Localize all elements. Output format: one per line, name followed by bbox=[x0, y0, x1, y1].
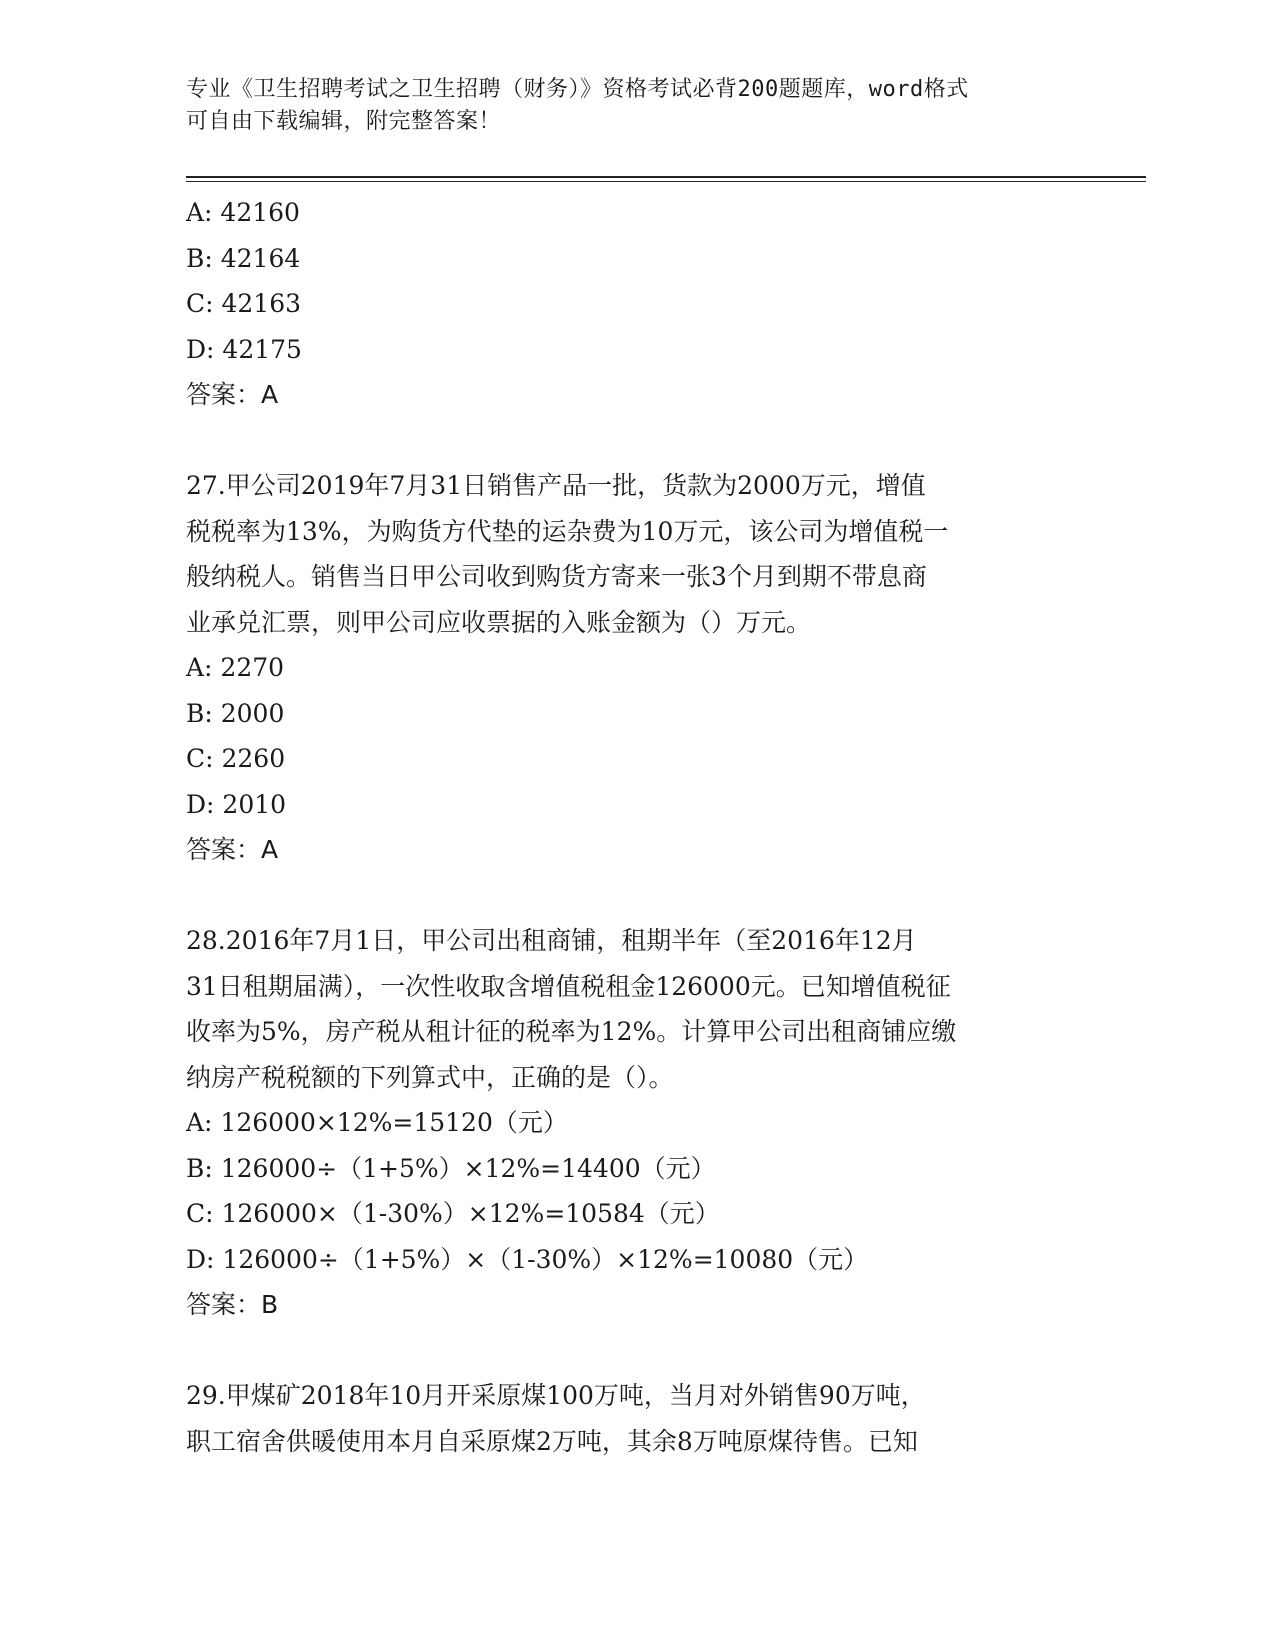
option-b: B: 2000 bbox=[186, 698, 285, 728]
question-text-line: 29.甲煤矿2018年10月开采原煤100万吨，当月对外销售90万吨， bbox=[186, 1381, 926, 1410]
spacer bbox=[186, 873, 1086, 919]
option-a: A: 2270 bbox=[186, 653, 285, 682]
header-divider-thin bbox=[186, 181, 1146, 182]
prev-question-options bbox=[186, 190, 1086, 418]
question-29 bbox=[186, 1373, 1086, 1464]
document-header bbox=[186, 74, 1066, 138]
question-27 bbox=[186, 463, 1086, 873]
option-c: C: 126000×（1-30%）×12%=10584（元） bbox=[186, 1199, 720, 1228]
option-a: A: 42160 bbox=[186, 198, 300, 227]
question-28 bbox=[186, 918, 1086, 1328]
answer: 答案：A bbox=[186, 380, 279, 409]
question-text-line: 职工宿舍供暖使用本月自采原煤2万吨，其余8万吨原煤待售。已知 bbox=[186, 1426, 918, 1456]
question-text-line: 28.2016年7月1日，甲公司出租商铺，租期半年（至2016年12月 bbox=[186, 926, 917, 955]
spacer bbox=[186, 418, 1086, 464]
question-text-line: 收率为5%，房产税从租计征的税率为12%。计算甲公司出租商铺应缴 bbox=[186, 1017, 957, 1046]
question-text-line: 税税率为13%，为购货方代垫的运杂费为10万元，该公司为增值税一 bbox=[186, 516, 949, 546]
option-d: D: 42175 bbox=[186, 334, 302, 364]
option-b: B: 126000÷（1+5%）×12%=14400（元） bbox=[186, 1153, 716, 1183]
question-text-line: 27.甲公司2019年7月31日销售产品一批，货款为2000万元，增值 bbox=[186, 471, 926, 500]
option-d: D: 126000÷（1+5%）×（1-30%）×12%=10080（元） bbox=[186, 1244, 869, 1274]
option-c: C: 42163 bbox=[186, 289, 302, 318]
question-text-line: 31日租期届满），一次性收取含增值税租金126000元。已知增值税征 bbox=[186, 971, 951, 1001]
question-text-line: 纳房产税税额的下列算式中，正确的是（）。 bbox=[186, 1062, 674, 1092]
option-c: C: 2260 bbox=[186, 744, 286, 773]
header-line-2: 可自由下载编辑，附完整答案！ bbox=[186, 109, 502, 134]
option-a: A: 126000×12%=15120（元） bbox=[186, 1108, 568, 1137]
header-line-1: 专业《卫生招聘考试之卫生招聘（财务）》资格考试必背200题题库，word格式 bbox=[186, 77, 969, 102]
option-b: B: 42164 bbox=[186, 243, 301, 273]
answer: 答案：A bbox=[186, 835, 279, 864]
answer: 答案：B bbox=[186, 1290, 279, 1319]
header-divider-thick bbox=[186, 176, 1146, 178]
question-text-line: 般纳税人。销售当日甲公司收到购货方寄来一张3个月到期不带息商 bbox=[186, 562, 927, 591]
spacer bbox=[186, 1328, 1086, 1374]
option-d: D: 2010 bbox=[186, 789, 287, 819]
document-body bbox=[186, 190, 1086, 1464]
question-text-line: 业承兑汇票，则甲公司应收票据的入账金额为（）万元。 bbox=[186, 607, 812, 637]
